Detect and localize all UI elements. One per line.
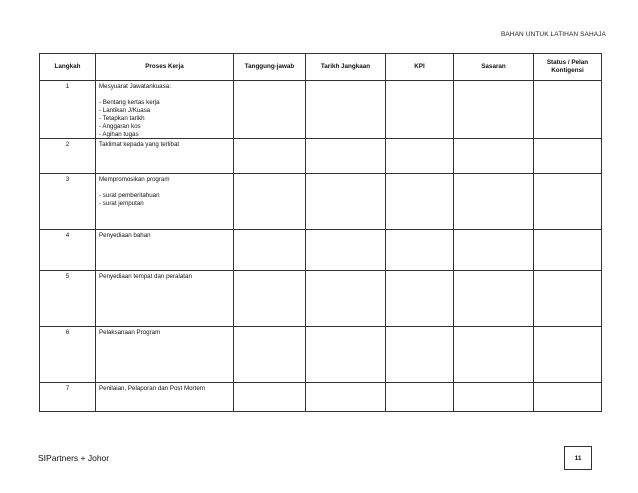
responsibility-cell [234, 81, 306, 139]
expected-date-cell [306, 327, 386, 383]
process-title: Penyediaan tempat dan peralatan [99, 273, 192, 281]
process-subitem: - Anggaran kos [99, 122, 141, 130]
column-header-responsibility: Tanggung-jawab [234, 54, 306, 81]
process-subitem: - surat pemberitahuan [99, 192, 160, 200]
responsibility-cell [234, 174, 306, 230]
status-cell [534, 327, 602, 383]
status-cell [534, 230, 602, 271]
table-row [40, 271, 602, 327]
responsibility-cell [234, 230, 306, 271]
step-number: 1 [40, 81, 96, 139]
process-title: Mempromosikan program [99, 176, 170, 184]
page-number: 11 [564, 446, 592, 470]
responsibility-cell [234, 271, 306, 327]
header-note: BAHAN UNTUK LATIHAN SAHAJA [500, 31, 606, 38]
column-header-process: Proses Kerja [96, 54, 234, 81]
process-cell [96, 327, 234, 383]
column-header-step: Langkah [40, 54, 96, 81]
table-row [40, 174, 602, 230]
process-title: Penyediaan bahan [99, 232, 151, 240]
target-cell [454, 174, 534, 230]
process-cell [96, 174, 234, 230]
kpi-cell [386, 327, 454, 383]
footer-brand: SIPartners + Johor [38, 453, 110, 463]
kpi-cell [386, 81, 454, 139]
table-row [40, 139, 602, 174]
table-row [40, 327, 602, 383]
responsibility-cell [234, 327, 306, 383]
status-cell [534, 81, 602, 139]
process-title: Penilaian, Pelaporan dan Post Mortem [99, 385, 205, 393]
responsibility-cell [234, 139, 306, 174]
expected-date-cell [306, 139, 386, 174]
status-cell [534, 139, 602, 174]
process-title: Pelaksanaan Program [99, 329, 161, 337]
process-title: Taklimat kepada yang terlibat [99, 141, 180, 149]
status-cell [534, 174, 602, 230]
process-title: Mesyuarat Jawatankuasa: [99, 83, 171, 90]
step-number: 3 [40, 174, 96, 230]
column-header-kpi: KPI [386, 54, 454, 81]
target-cell [454, 271, 534, 327]
expected-date-cell [306, 174, 386, 230]
work-plan-table [39, 53, 602, 412]
step-number: 5 [40, 271, 96, 327]
target-cell [454, 139, 534, 174]
target-cell [454, 81, 534, 139]
step-number: 7 [40, 383, 96, 412]
target-cell [454, 383, 534, 412]
process-subitem: - Tetapkan tarikh [99, 114, 145, 122]
target-cell [454, 327, 534, 383]
kpi-cell [386, 139, 454, 174]
table-row [40, 81, 602, 139]
table-row [40, 230, 602, 271]
kpi-cell [386, 230, 454, 271]
step-number: 2 [40, 139, 96, 174]
column-header-target: Sasaran [454, 54, 534, 81]
process-subitem: - Agihan tugas [99, 130, 139, 138]
step-number: 6 [40, 327, 96, 383]
expected-date-cell [306, 81, 386, 139]
target-cell [454, 230, 534, 271]
expected-date-cell [306, 271, 386, 327]
expected-date-cell [306, 383, 386, 412]
process-subitem: - surat jemputan [99, 200, 144, 208]
column-header-status-plan: Status / Pelan Kontigensi [534, 54, 602, 81]
process-cell [96, 230, 234, 271]
responsibility-cell [234, 383, 306, 412]
column-header-expected-date: Tarikh Jangkaan [306, 54, 386, 81]
table-header-row [40, 54, 602, 81]
process-cell [96, 383, 234, 412]
status-cell [534, 271, 602, 327]
process-subitem: - Lantikan J/Kuasa [99, 106, 151, 114]
step-number: 4 [40, 230, 96, 271]
table-row [40, 383, 602, 412]
kpi-cell [386, 174, 454, 230]
process-cell [96, 81, 234, 139]
process-subitem: - Bentang kertas kerja [99, 98, 160, 106]
expected-date-cell [306, 230, 386, 271]
process-cell [96, 271, 234, 327]
process-cell [96, 139, 234, 174]
kpi-cell [386, 383, 454, 412]
kpi-cell [386, 271, 454, 327]
status-cell [534, 383, 602, 412]
